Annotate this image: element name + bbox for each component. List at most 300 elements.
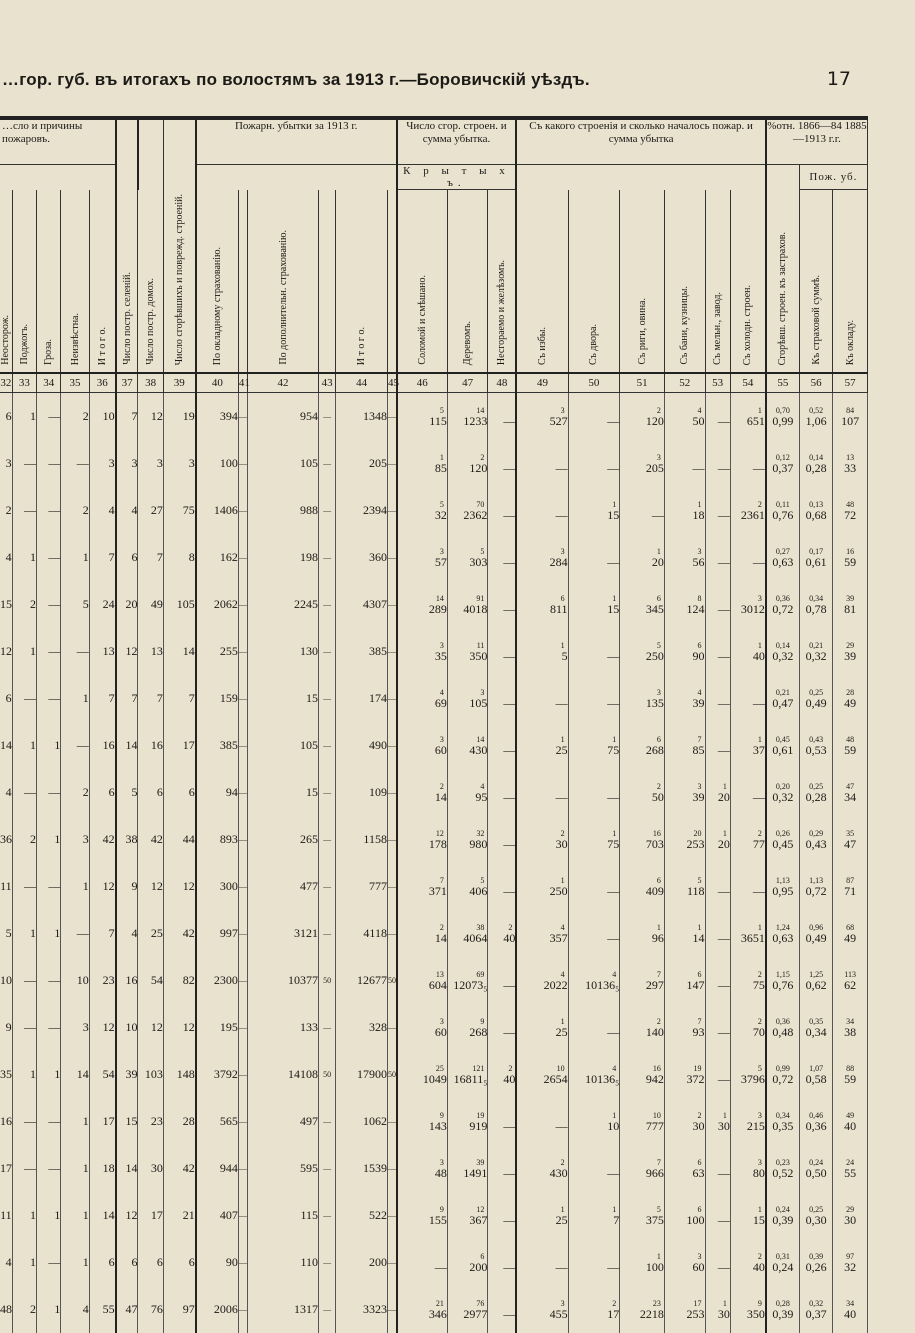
column-header-57 [833,190,868,373]
cell-37: 9 [116,863,138,910]
small-count: 1 [757,923,762,933]
cell-37: 7 [116,675,138,722]
cell-43: 50 [319,1051,336,1098]
main-value: 15 [607,602,620,617]
main-value: 77 [752,837,765,852]
main-value: 4018 [463,602,488,617]
cell-33: 2 [12,1286,36,1333]
column-label: Съ риги, овина. [636,298,648,365]
main-value: — [434,1260,447,1275]
main-value: 357 [549,931,568,946]
main-value: 0,72 [772,602,794,617]
main-value: 40 [503,1072,516,1087]
main-value: 0,78 [805,602,827,617]
table-row [0,1239,868,1286]
cell-43: — [319,628,336,675]
column-number: 53 [705,373,730,393]
main-value: — [752,461,765,476]
cell-48 [488,392,516,440]
cell-48 [488,957,516,1004]
cell-36: 6 [89,1239,115,1286]
cell-38: 6 [138,1239,163,1286]
main-value: 37 [752,743,765,758]
cell-51 [620,863,665,910]
main-value: — [503,602,516,617]
cell-39: 97 [163,1286,195,1333]
small-count: 1,13 [775,876,790,886]
table-row [0,957,868,1004]
cell-43: — [319,1004,336,1051]
cell-54 [730,863,766,910]
cell-57 [833,910,868,957]
column-label: Къ окладу. [844,319,856,365]
column-number: 35 [61,373,89,393]
column-number: 55 [766,373,799,393]
cell-34: 1 [37,1192,61,1239]
column-number: 46 [397,373,448,393]
cell-40: 255 [196,628,239,675]
small-count: 70 [476,500,485,510]
small-count: 23 [652,1299,661,1309]
small-count: 14 [435,594,444,604]
group-fires: …сло и причины пожаровъ. [0,120,116,165]
page-header [0,66,915,102]
small-count: 6 [560,594,565,604]
small-count: 11 [476,641,485,651]
main-value: 1491 [463,1166,488,1181]
cell-45: — [387,1192,396,1239]
column-header-50 [568,190,620,373]
cell-41: — [238,769,247,816]
column-number: 47 [447,373,488,393]
small-count: 47 [846,782,855,792]
small-count: 2 [508,1064,513,1074]
cell-43: — [319,863,336,910]
small-count: 1 [757,735,762,745]
cell-46 [397,769,448,816]
small-count: 0,39 [809,1252,824,1262]
main-value: 2022 [543,978,568,993]
column-number-row [0,373,868,393]
main-value: — [717,461,730,476]
cell-55 [766,1192,799,1239]
main-value: 0,76 [772,508,794,523]
main-value: — [503,555,516,570]
cell-52 [664,816,705,863]
main-value: 0,95 [772,884,794,899]
small-count: 0,24 [809,1158,824,1168]
main-value: 0,68 [805,508,827,523]
main-value: — [503,414,516,429]
cell-55 [766,440,799,487]
cell-41: — [238,1145,247,1192]
main-value: 100 [686,1213,705,1228]
cell-51 [620,440,665,487]
main-value: 409 [645,884,664,899]
small-count: 9 [439,1205,444,1215]
column-label: Съ мельн., завод. [712,292,724,365]
main-value: 49 [844,931,857,946]
group-ratio: %отн. 1866—84 1885—1913 г.г. [766,120,868,165]
column-number: 49 [516,373,568,393]
cell-32: 48 [0,1286,12,1333]
cell-56 [799,487,832,534]
cell-46 [397,440,448,487]
cell-37: 6 [116,1239,138,1286]
cell-53 [705,1192,730,1239]
small-count: 68 [846,923,855,933]
main-value: 60 [692,1260,705,1275]
cell-32: 15 [0,581,12,628]
cell-44: 174 [336,675,388,722]
main-value: 406 [469,884,488,899]
cell-32: 4 [0,534,12,581]
cell-48 [488,534,516,581]
cell-32: 36 [0,816,12,863]
main-value: 14 [434,790,447,805]
cell-35: 1 [61,863,89,910]
main-value: 14 [692,931,705,946]
main-value: — [717,508,730,523]
cell-54 [730,1145,766,1192]
cell-53 [705,487,730,534]
cell-39: 82 [163,957,195,1004]
small-count: 10 [652,1111,661,1121]
main-value: 2977 [463,1307,488,1322]
cell-49 [516,1145,568,1192]
cell-47 [447,487,488,534]
small-count: 19 [476,1111,485,1121]
cell-48 [488,769,516,816]
cell-41: — [238,1286,247,1333]
small-count: 4 [612,970,617,980]
cell-36: 12 [89,863,115,910]
small-count: 14 [476,406,485,416]
cell-41: — [238,487,247,534]
cell-39: 14 [163,628,195,675]
main-value: 30 [555,837,568,852]
small-count: 88 [846,1064,855,1074]
main-value: 57 [434,555,447,570]
main-value: 15 [752,1213,765,1228]
group-burned: Число сгор. строен. и сумма убытка. [397,120,517,165]
cell-47 [447,722,488,769]
main-value: 0,32 [805,649,827,664]
cell-55 [766,1239,799,1286]
cell-52 [664,1286,705,1333]
small-count: 5 [697,876,702,886]
cell-44: 4307 [336,581,388,628]
main-value: 80 [752,1166,765,1181]
cell-56 [799,675,832,722]
group-header-row [0,120,868,165]
main-value: 0,63 [772,555,794,570]
cell-39: 21 [163,1192,195,1239]
cell-47 [447,769,488,816]
main-value: 85 [692,743,705,758]
main-value: 919 [469,1119,488,1134]
cell-46 [397,957,448,1004]
small-count: 3 [439,1158,444,1168]
cell-52 [664,1098,705,1145]
main-value: 40 [844,1119,857,1134]
main-value: 205 [645,461,664,476]
cell-32: 6 [0,392,12,440]
small-count: 1,13 [809,876,824,886]
small-count: 1 [612,1111,617,1121]
cell-50 [568,1051,620,1098]
main-value: 120 [469,461,488,476]
cell-37: 12 [116,1192,138,1239]
column-header-38 [138,190,163,373]
main-value: 34 [844,790,857,805]
main-value: 155 [428,1213,447,1228]
column-header-35 [61,190,89,373]
small-count: 13 [435,970,444,980]
cell-52 [664,1004,705,1051]
cell-44: 17900 [336,1051,388,1098]
cell-39: 44 [163,816,195,863]
cell-53 [705,1239,730,1286]
cell-54 [730,581,766,628]
cell-49 [516,1098,568,1145]
small-count: 1 [612,829,617,839]
cell-52 [664,534,705,581]
cell-39: 42 [163,910,195,957]
column-number: 52 [664,373,705,393]
cell-45: — [387,863,396,910]
column-label: По дополнительн. страхованію. [277,230,289,365]
main-value: 2362 [463,508,488,523]
main-value: 118 [686,884,705,899]
cell-47 [447,392,488,440]
cell-53 [705,1286,730,1333]
column-header-53 [705,190,730,373]
small-count: 2 [656,406,661,416]
cell-47 [447,863,488,910]
cell-56 [799,1239,832,1286]
cell-40: 565 [196,1098,239,1145]
small-count: 0,12 [775,453,790,463]
column-header-41 [238,190,247,373]
small-count: 1,07 [809,1064,824,1074]
cell-42: 110 [248,1239,319,1286]
cell-35: 3 [61,816,89,863]
cell-38: 6 [138,769,163,816]
small-count: 5 [439,406,444,416]
main-value: 15 [607,508,620,523]
small-count: 0,99 [775,1064,790,1074]
cell-52 [664,675,705,722]
cell-34: — [37,581,61,628]
main-value: — [503,696,516,711]
cell-43: — [319,816,336,863]
cell-39: 6 [163,1239,195,1286]
cell-41: — [238,863,247,910]
cell-56 [799,1286,832,1333]
cell-40: 300 [196,863,239,910]
cell-48 [488,440,516,487]
small-count: 0,52 [809,406,824,416]
main-value: 430 [549,1166,568,1181]
cell-37: 14 [116,1145,138,1192]
cell-50 [568,957,620,1004]
cell-42: 497 [248,1098,319,1145]
cell-40: 3792 [196,1051,239,1098]
small-count: 9 [439,1111,444,1121]
cell-57 [833,628,868,675]
main-value: — [717,696,730,711]
small-count: 35 [846,829,855,839]
main-value: 0,61 [772,743,794,758]
column-header-34 [37,190,61,373]
table-row [0,769,868,816]
cell-40: 385 [196,722,239,769]
cell-44: 2394 [336,487,388,534]
cell-51 [620,1098,665,1145]
cell-36: 12 [89,1004,115,1051]
page-number: 17 [826,68,851,90]
small-count: 3 [757,594,762,604]
column-label: Соломой и смѣшано. [416,275,428,365]
table-row [0,628,868,675]
cell-57 [833,722,868,769]
cell-46 [397,816,448,863]
main-value: — [503,1260,516,1275]
main-value: — [503,1213,516,1228]
cell-34: — [37,1145,61,1192]
column-label: Съ холодн. строен. [742,284,754,365]
table-row [0,534,868,581]
column-header-37 [116,190,138,373]
cell-53 [705,1145,730,1192]
small-count: 17 [693,1299,702,1309]
main-value: — [717,1166,730,1181]
cell-35: 10 [61,957,89,1004]
cell-55 [766,957,799,1004]
small-count: 1 [612,500,617,510]
cell-46 [397,1145,448,1192]
cell-43: — [319,1286,336,1333]
cell-55 [766,1145,799,1192]
small-count: 0,23 [775,1158,790,1168]
cell-37: 15 [116,1098,138,1145]
cell-54 [730,1004,766,1051]
cell-39: 12 [163,1004,195,1051]
cell-32: 9 [0,1004,12,1051]
main-value: — [555,1260,568,1275]
column-header-48 [488,190,516,373]
cell-46 [397,392,448,440]
cell-40: 2300 [196,957,239,1004]
main-value: — [503,1307,516,1322]
cell-51 [620,769,665,816]
small-count: 1 [722,782,727,792]
cell-34: 1 [37,816,61,863]
cell-54 [730,769,766,816]
cell-50 [568,1286,620,1333]
cell-35: 2 [61,769,89,816]
cell-49 [516,1051,568,1098]
cell-53 [705,534,730,581]
small-count: 87 [846,876,855,886]
cell-48 [488,628,516,675]
cell-40: 944 [196,1145,239,1192]
main-value: 40 [752,1260,765,1275]
small-count: 1 [612,1205,617,1215]
main-value: 147 [686,978,705,993]
cell-34: 1 [37,1051,61,1098]
small-count: 3 [757,1111,762,1121]
cell-44: 328 [336,1004,388,1051]
main-value: — [607,931,620,946]
cell-44: 4118 [336,910,388,957]
cell-55 [766,722,799,769]
cell-45: — [387,1098,396,1145]
main-value: 0,32 [772,649,794,664]
cell-56 [799,1051,832,1098]
cell-36: 23 [89,957,115,1004]
main-value: — [717,649,730,664]
cell-41: — [238,1051,247,1098]
cell-52 [664,957,705,1004]
main-value: — [503,1025,516,1040]
cell-37: 4 [116,487,138,534]
cell-54 [730,534,766,581]
small-count: 16 [652,1064,661,1074]
cell-57 [833,581,868,628]
cell-46 [397,675,448,722]
main-value: 0,37 [772,461,794,476]
cell-33: 1 [12,534,36,581]
cell-56 [799,910,832,957]
cell-55 [766,392,799,440]
main-value: — [607,461,620,476]
cell-46 [397,1239,448,1286]
cell-54 [730,957,766,1004]
cell-51 [620,581,665,628]
cell-56 [799,534,832,581]
cell-33: — [12,487,36,534]
main-value: 59 [844,743,857,758]
cell-48 [488,1051,516,1098]
small-count: 1 [656,547,661,557]
cell-35: — [61,910,89,957]
main-value: 250 [645,649,664,664]
column-number: 40 [196,373,239,393]
cell-47 [447,1004,488,1051]
cell-50 [568,1192,620,1239]
cell-51 [620,910,665,957]
cell-39: 75 [163,487,195,534]
small-count: 2 [480,453,485,463]
small-count: 1 [697,923,702,933]
cell-38: 12 [138,1004,163,1051]
cell-35: 1 [61,1192,89,1239]
small-count: 39 [846,594,855,604]
cell-49 [516,581,568,628]
cell-45: 50 [387,1051,396,1098]
cell-57 [833,392,868,440]
cell-34: — [37,675,61,722]
column-header-51 [620,190,665,373]
cell-33: — [12,863,36,910]
cell-54 [730,675,766,722]
column-header-43 [319,190,336,373]
cell-55 [766,1098,799,1145]
cell-47 [447,1051,488,1098]
cell-40: 162 [196,534,239,581]
